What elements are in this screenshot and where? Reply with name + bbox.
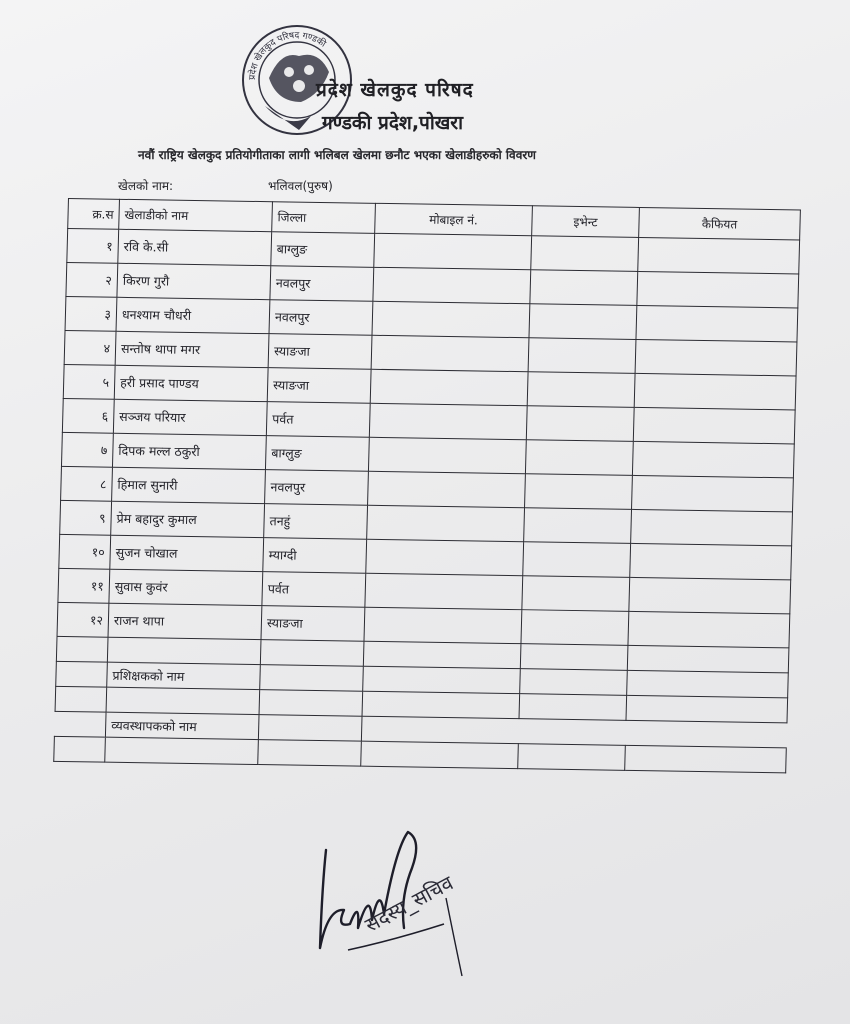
row-remarks — [634, 373, 796, 410]
row-district: स्याङजा — [261, 606, 365, 642]
row-player-name: रवि के.सी — [118, 229, 272, 265]
row-mobile — [368, 471, 526, 507]
row-sn: २ — [66, 262, 118, 297]
row-event — [523, 542, 631, 578]
row-district: नवलपुर — [265, 470, 369, 506]
manager-label: व्यवस्थापकको नाम — [105, 712, 259, 739]
row-mobile — [366, 539, 524, 575]
row-sn: ९ — [60, 500, 112, 535]
row-district: पर्वत — [266, 402, 370, 438]
row-district: स्याङजा — [268, 334, 372, 370]
row-district: नवलपुर — [270, 266, 374, 302]
players-table — [53, 198, 774, 773]
row-mobile — [374, 233, 532, 269]
row-sn: ६ — [62, 398, 114, 433]
row-player-name: किरण गुरौ — [117, 263, 271, 299]
row-mobile — [367, 505, 525, 541]
row-sn: ११ — [58, 568, 110, 603]
row-district: नवलपुर — [269, 300, 373, 336]
col-header-remarks: कैफियत — [639, 207, 801, 240]
row-event — [531, 236, 639, 272]
game-name-label: खेलको नाम: — [118, 179, 174, 193]
game-name-value: भलिवल(पुरुष) — [268, 179, 333, 193]
row-mobile — [369, 403, 527, 439]
row-remarks — [638, 237, 800, 274]
row-remarks — [636, 305, 798, 342]
col-header-name: खेलाडीको नाम — [119, 199, 273, 231]
row-sn: १ — [67, 228, 119, 263]
org-address: गण्डकी प्रदेश,पोखरा — [322, 112, 463, 134]
row-remarks — [632, 475, 794, 512]
row-event — [530, 270, 638, 306]
row-sn: ८ — [61, 466, 113, 501]
row-event — [527, 372, 635, 408]
player-rows — [57, 228, 800, 647]
row-player-name: सुजन चोखाल — [110, 535, 264, 571]
row-player-name: हिमाल सुनारी — [112, 467, 266, 503]
row-mobile — [371, 335, 529, 371]
row-player-name: सञ्जय परियार — [113, 399, 267, 435]
row-remarks — [635, 339, 797, 376]
row-player-name: प्रेम बहादुर कुमाल — [111, 501, 265, 537]
row-district: म्याग्दी — [263, 538, 367, 574]
row-event — [525, 474, 633, 510]
signature-caption: सदस्य_सचिव — [360, 870, 458, 937]
row-sn: १२ — [57, 602, 109, 637]
col-header-district: जिल्ला — [272, 202, 376, 234]
row-mobile — [372, 301, 530, 337]
seal-ring-text: प्रदेश खेलकुद परिषद गण्डकी — [247, 30, 328, 81]
row-player-name: राजन थापा — [108, 603, 262, 639]
row-mobile — [365, 573, 523, 609]
row-district: तनहुं — [264, 504, 368, 540]
row-remarks — [631, 509, 793, 546]
row-remarks — [630, 543, 792, 580]
row-event — [522, 576, 630, 612]
row-event — [526, 406, 634, 442]
col-header-mobile: मोबाइल नं. — [375, 203, 533, 235]
row-player-name: सुवास कुवंर — [109, 569, 263, 605]
row-remarks — [629, 577, 791, 614]
document-subtitle: नवौं राष्ट्रिय खेलकुद प्रतियोगीताका लागी भलिबल खेलमा छनौट भएका खेलाडीहरुको विवरण — [138, 148, 536, 162]
row-player-name: दिपक मल्ल ठकुरी — [112, 433, 266, 469]
org-title: प्रदेश खेलकुद परिषद — [316, 79, 474, 101]
row-district: बाग्लुङ — [271, 232, 375, 268]
coach-label: प्रशिक्षकको नाम — [107, 662, 261, 689]
row-event — [524, 508, 632, 544]
row-district: स्याङजा — [267, 368, 371, 404]
row-player-name: सन्तोष थापा मगर — [115, 331, 269, 367]
row-mobile — [370, 369, 528, 405]
row-sn: ४ — [64, 330, 116, 365]
row-event — [521, 610, 629, 646]
row-sn: ७ — [61, 432, 113, 467]
row-remarks — [628, 611, 790, 648]
row-mobile — [373, 267, 531, 303]
row-event — [528, 338, 636, 374]
row-remarks — [632, 441, 794, 478]
row-player-name: धनश्याम चौधरी — [116, 297, 270, 333]
row-sn: १० — [59, 534, 111, 569]
row-remarks — [633, 407, 795, 444]
row-sn: ५ — [63, 364, 115, 399]
row-remarks — [637, 271, 799, 308]
row-player-name: हरी प्रसाद पाण्डय — [114, 365, 268, 401]
row-sn: ३ — [65, 296, 117, 331]
row-district: पर्वत — [262, 572, 366, 608]
row-event — [525, 440, 633, 476]
col-header-event: इभेन्ट — [532, 206, 640, 238]
row-mobile — [364, 607, 522, 643]
col-header-sn: क्र.स — [68, 199, 120, 230]
row-mobile — [368, 437, 526, 473]
row-event — [529, 304, 637, 340]
row-district: बाग्लुङ — [265, 436, 369, 472]
